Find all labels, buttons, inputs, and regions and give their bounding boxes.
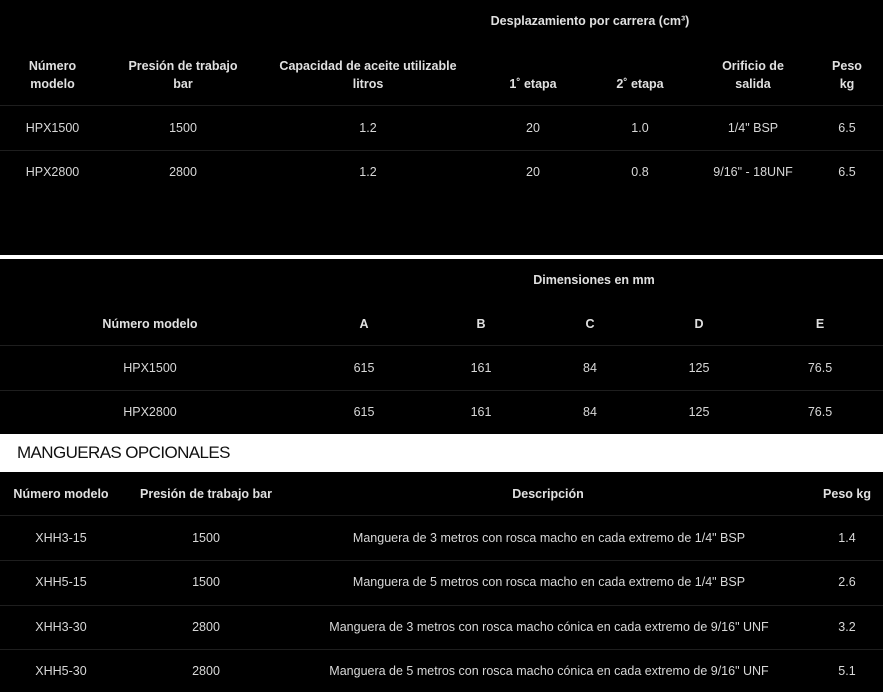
cell-model: HPX1500 xyxy=(25,121,80,135)
row-divider xyxy=(0,345,883,346)
cell-pressure: 2800 xyxy=(169,165,197,179)
pump-specs-table xyxy=(0,0,883,255)
cell-b: 161 xyxy=(470,361,492,375)
cell-stage2: 1.0 xyxy=(631,121,649,135)
cell-d: 125 xyxy=(688,361,710,375)
header-pressure: Presión de trabajo bar xyxy=(128,59,238,91)
cell-weight: 3.2 xyxy=(838,620,856,634)
cell-pressure: 2800 xyxy=(192,664,220,678)
header-model: Número modelo xyxy=(102,317,198,331)
cell-stage1: 20 xyxy=(526,165,540,179)
header-b: B xyxy=(476,317,486,331)
cell-description: Manguera de 3 metros con rosca macho cónica en cada extremo de 9/16" UNF xyxy=(329,620,769,634)
cell-pressure: 1500 xyxy=(169,121,197,135)
header-a: A xyxy=(359,317,369,331)
cell-a: 615 xyxy=(353,405,375,419)
cell-model: XHH5-30 xyxy=(35,664,87,678)
cell-weight: 5.1 xyxy=(838,664,856,678)
cell-weight: 1.4 xyxy=(838,531,856,545)
section-title: MANGUERAS OPCIONALES xyxy=(17,443,230,462)
cell-b: 161 xyxy=(470,405,492,419)
dimensions-table xyxy=(0,259,883,434)
cell-weight: 2.6 xyxy=(838,575,856,589)
cell-stage1: 20 xyxy=(526,121,540,135)
cell-model: HPX2800 xyxy=(25,165,80,179)
header-model: Número modelo xyxy=(13,487,109,501)
row-divider xyxy=(0,560,883,561)
cell-weight: 6.5 xyxy=(838,121,856,135)
cell-model: XHH3-30 xyxy=(35,620,87,634)
cell-outlet: 9/16" - 18UNF xyxy=(713,165,793,179)
row-divider xyxy=(0,150,883,151)
cell-weight: 6.5 xyxy=(838,165,856,179)
cell-capacity: 1.2 xyxy=(359,165,377,179)
header-displacement xyxy=(490,12,690,30)
cell-stage2: 0.8 xyxy=(631,165,649,179)
cell-model: XHH5-15 xyxy=(35,575,87,589)
cell-model: HPX2800 xyxy=(123,405,177,419)
cell-pressure: 2800 xyxy=(192,620,220,634)
hoses-table xyxy=(0,472,883,692)
cell-description: Manguera de 3 metros con rosca macho en cada extremo de 1/4" BSP xyxy=(352,531,746,545)
header-model: Número modelo xyxy=(28,59,77,91)
header-displacement-text: Desplazamiento por carrera (cm³) xyxy=(490,14,690,28)
row-divider xyxy=(0,390,883,391)
header-description: Descripción xyxy=(512,487,584,501)
cell-e: 76.5 xyxy=(807,361,833,375)
row-divider xyxy=(0,105,883,106)
header-capacity: Capacidad de aceite utilizable litros xyxy=(279,59,457,91)
cell-e: 76.5 xyxy=(807,405,833,419)
cell-outlet: 1/4" BSP xyxy=(727,121,779,135)
row-divider xyxy=(0,515,883,516)
cell-pressure: 1500 xyxy=(192,575,220,589)
cell-pressure: 1500 xyxy=(192,531,220,545)
cell-c: 84 xyxy=(583,405,597,419)
row-divider xyxy=(0,605,883,606)
header-pressure: Presión de trabajo bar xyxy=(140,487,272,501)
row-divider xyxy=(0,649,883,650)
header-e: E xyxy=(815,317,825,331)
cell-model: HPX1500 xyxy=(123,361,177,375)
header-weight: Peso kg xyxy=(832,59,862,91)
header-c: C xyxy=(585,317,595,331)
header-outlet: Orificio de salida xyxy=(722,59,784,91)
header-d: D xyxy=(694,317,704,331)
cell-model: XHH3-15 xyxy=(35,531,87,545)
header-stage1: 1˚ etapa xyxy=(509,77,557,91)
cell-description: Manguera de 5 metros con rosca macho cónica en cada extremo de 9/16" UNF xyxy=(329,664,769,678)
header-weight: Peso kg xyxy=(823,487,871,501)
cell-a: 615 xyxy=(353,361,375,375)
cell-d: 125 xyxy=(688,405,710,419)
header-dimensions: Dimensiones en mm xyxy=(533,273,655,287)
cell-c: 84 xyxy=(583,361,597,375)
cell-description: Manguera de 5 metros con rosca macho en cada extremo de 1/4" BSP xyxy=(352,575,746,589)
header-stage2: 2˚ etapa xyxy=(616,77,664,91)
cell-capacity: 1.2 xyxy=(359,121,377,135)
